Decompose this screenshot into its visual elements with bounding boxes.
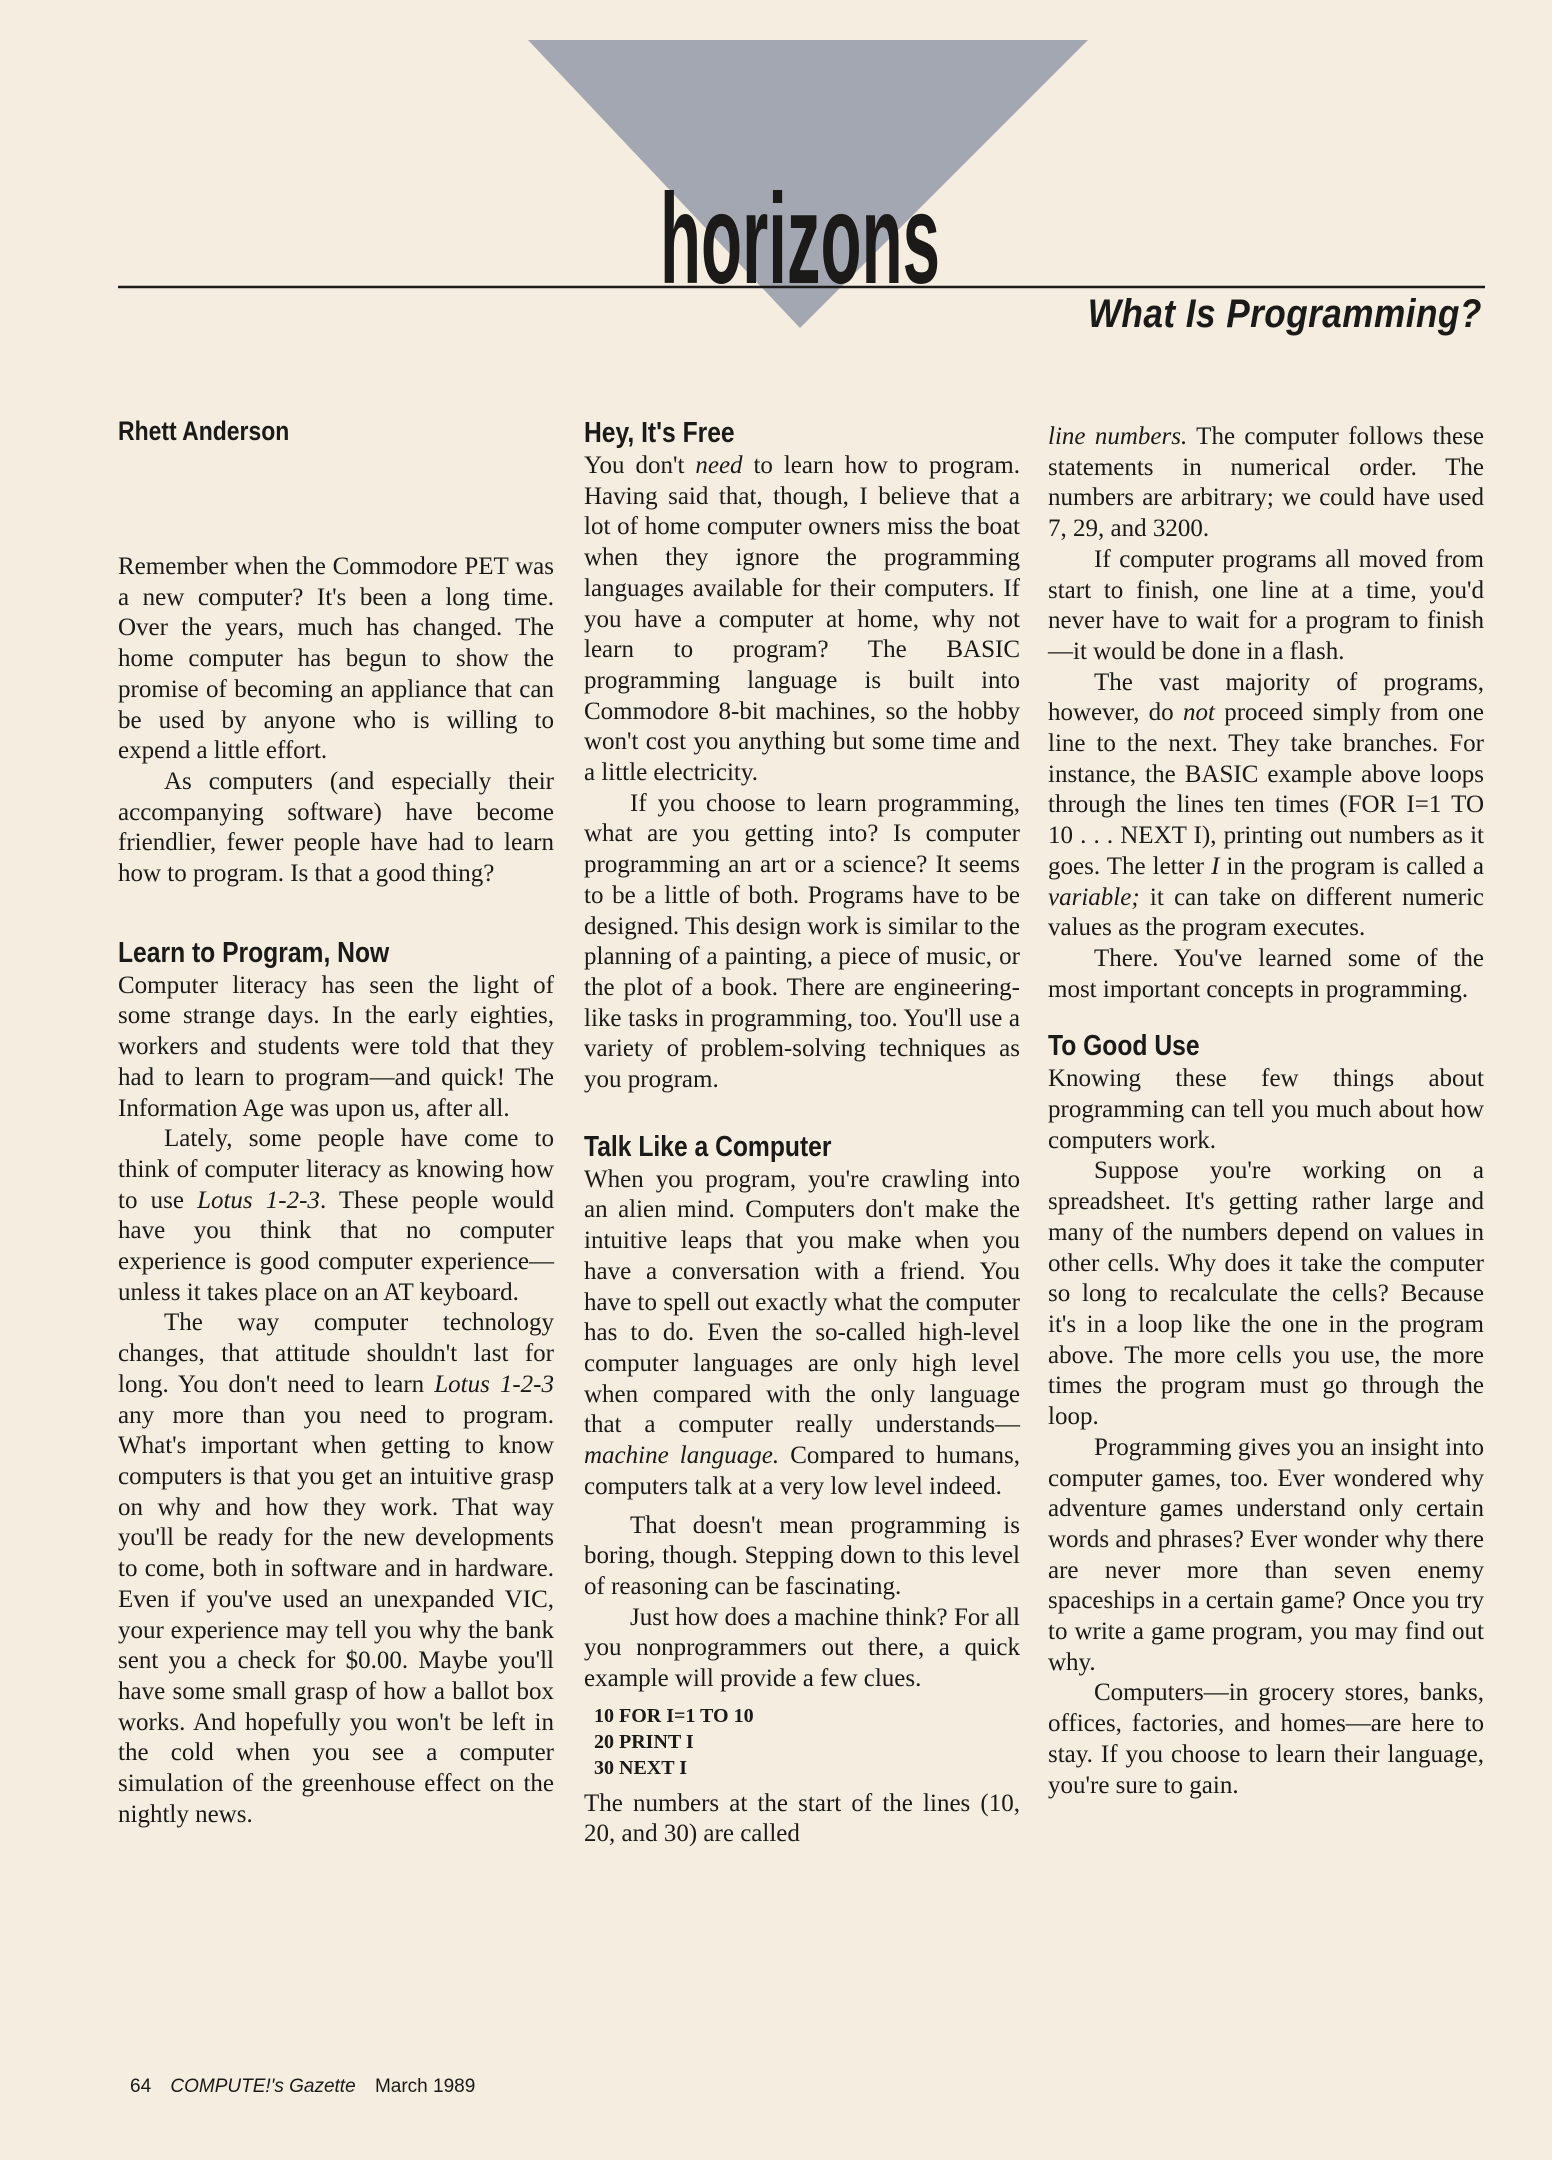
talk-paragraph-5: If computer programs all moved from start to finish, one line at a time, you'd never have to wait for a program to finish—it would be done in a flash. <box>1048 545 1484 665</box>
section-logo: horizons <box>660 168 940 311</box>
page-footer <box>130 2076 489 2098</box>
talk-paragraph-4-cont: line numbers. The computer follows these statements in numerical order. The numbers are arbitrary; we could have used 7, 29, and 3200. <box>1048 423 1484 543</box>
talk-paragraph-2: That doesn't mean programming is boring, though. Stepping down to this level of reasoning can be fascinating. <box>584 1511 1020 1600</box>
column-3 <box>1048 422 1484 1801</box>
section-heading-learn: Learn to Program, Now <box>118 936 390 969</box>
free-paragraph-1: You don't need to learn how to program. Having said that, though, I believe that a lot of home computer owners miss the boat when they ignore the programming languages available for their computers. If you have a computer at home, why not learn to program? The BASIC programming language is built into Commodore 8-bit machines, so the hobby won't cost you anything but some time and a little electricity. <box>584 452 1020 787</box>
headline: What Is Programming? <box>1087 292 1482 336</box>
talk-paragraph-4-start: The numbers at the start of the lines (10, 20, and 30) are called <box>584 1789 1020 1848</box>
good-paragraph-2: Suppose you're working on a spreadsheet. It's getting rather large and many of the numbers depend on values in other cells. Why does it take the computer so long to recalculate the cells? Because it's in a loop like the one in the program above. The more cells you use, the more times the program must go through the loop. <box>1048 1157 1484 1431</box>
column-1 <box>118 552 554 1830</box>
code-line: 20 PRINT I <box>594 1730 694 1753</box>
code-listing <box>594 1703 1020 1781</box>
talk-paragraph-6: The vast majority of programs, however, do not proceed simply from one line to the next. They take branches. For instance, the BASIC example above loops through the lines ten times (FOR I=1 TO 10 . . . NEXT I), printing out numbers as it goes. The letter I in the program is called a variable; it can take on different numeric values as the program executes. <box>1048 668 1484 942</box>
good-paragraph-3: Programming gives you an insight into computer games, too. Ever wondered why adventure games understand only certain words and phrases? Ever wonder why there are never more than seven enemy spaceships in a certain game? Once you try to write a game program, you may find out why. <box>1048 1433 1484 1676</box>
talk-paragraph-7: There. You've learned some of the most important concepts in programming. <box>1048 944 1484 1003</box>
column-2 <box>584 416 1020 1850</box>
code-line: 30 NEXT I <box>594 1756 687 1779</box>
talk-paragraph-3: Just how does a machine think? For all you nonprogrammers out there, a quick example will provide a few clues. <box>584 1603 1020 1693</box>
good-paragraph-4: Computers—in grocery stores, banks, offices, factories, and homes—are here to stay. If you choose to learn their language, you're sure to gain. <box>1048 1679 1484 1799</box>
good-paragraph-1: Knowing these few things about programming can tell you much about how computers work. <box>1048 1065 1484 1154</box>
page-number: 64 <box>130 2076 152 2097</box>
author-byline: Rhett Anderson <box>118 416 290 446</box>
free-paragraph-2: If you choose to learn programming, what are you getting into? Is computer programming an art or a science? It seems to be a little of both. Programs have to be designed. This design work is similar to the planning of a painting, a piece of music, or the plot of a book. There are engineering-like tasks in programming, too. You'll use a variety of problem-solving techniques as you program. <box>584 789 1020 1094</box>
section-heading-free: Hey, It's Free <box>584 417 735 449</box>
talk-paragraph-1: When you program, you're crawling into an alien mind. Computers don't make the intuitive leaps that you make when you have a conversation with a friend. You have to spell out exactly what the computer has to do. Even the so-called high-level computer languages are only high level when compared with the only language that a computer really understands—machine language. Compared to humans, computers talk at a very low level indeed. <box>584 1165 1021 1500</box>
learn-paragraph-1: Computer literacy has seen the light of some strange days. In the early eighties, workers and students were told that they had to learn to program—and quick! The Information Age was upon us, after all. <box>118 971 554 1122</box>
section-banner <box>0 0 1552 330</box>
section-heading-good: To Good Use <box>1048 1030 1200 1063</box>
intro-paragraph-2: As computers (and especially their accompanying software) have become friendlier, fewer people have had to learn how to program. Is that a good thing? <box>118 767 554 888</box>
learn-paragraph-3: The way computer technology changes, that attitude shouldn't last for long. You don't need to learn Lotus 1-2-3 any more than you need to program. What's important when getting to know computers is that you get an intuitive grasp on why and how they work. That way you'll be ready for the new developments to come, both in software and in hardware. Even if you've used an unexpanded VIC, your experience may tell you why the bank sent you a check for $0.00. Maybe you'll have some small grasp of how a ballot box works. And hopefully you won't be left in the cold when you see a computer simulation of the greenhouse effect on the nightly news. <box>118 1309 555 1828</box>
magazine-name: COMPUTE!'s Gazette <box>170 2076 356 2097</box>
learn-paragraph-2: Lately, some people have come to think of computer literacy as knowing how to use Lotus 1-2-3. These people would have you think that no computer experience is good computer experience—unless it takes place on an AT keyboard. <box>118 1125 554 1306</box>
issue-date: March 1989 <box>374 2076 476 2097</box>
intro-paragraph-1: Remember when the Commodore PET was a new computer? It's been a long time. Over the years, much has changed. The home computer has begun to show the promise of becoming an appliance that can be used by anyone who is willing to expend a little effort. <box>118 553 554 765</box>
section-heading-talk: Talk Like a Computer <box>584 1130 832 1163</box>
code-line: 10 FOR I=1 TO 10 <box>594 1704 754 1727</box>
